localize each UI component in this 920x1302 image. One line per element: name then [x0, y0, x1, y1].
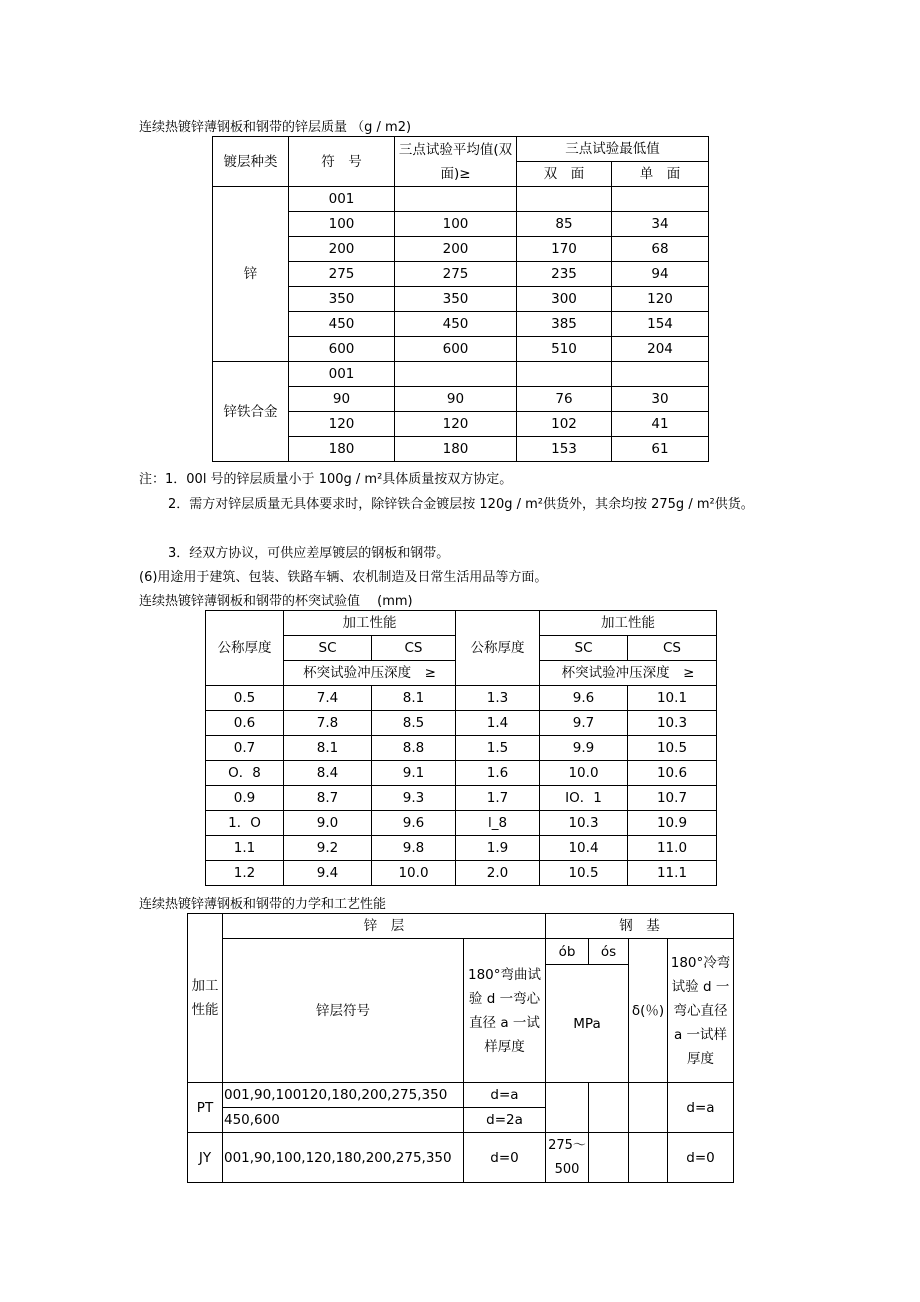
- table-cell: 10.1: [628, 686, 717, 711]
- table-cell: 7.4: [284, 686, 372, 711]
- table-cell: 9.2: [284, 836, 372, 861]
- jy-label: JY: [188, 1133, 223, 1183]
- pt-os: [589, 1083, 629, 1133]
- pt-symbols-1: 001,90,100120,180,200,275,350: [223, 1083, 464, 1108]
- table-cell: 10.9: [628, 811, 717, 836]
- table-row: [206, 761, 717, 786]
- table-row: [206, 811, 717, 836]
- table-cell: 200: [395, 237, 517, 262]
- header-cs-2: CS: [628, 636, 717, 661]
- jy-os: [589, 1133, 629, 1183]
- table-row: [206, 711, 717, 736]
- pt-label: PT: [188, 1083, 223, 1133]
- table-cell: 120: [395, 412, 517, 437]
- usage-paragraph: (6)用途用于建筑、包装、铁路车辆、农机制造及日常生活用品等方面。: [139, 570, 548, 585]
- header-cs: CS: [372, 636, 456, 661]
- table-cell: 100: [395, 212, 517, 237]
- table-cell: 600: [395, 337, 517, 362]
- table-cell: 450: [289, 312, 395, 337]
- table-cell: 1.2: [206, 861, 284, 886]
- table-cell: 275: [289, 262, 395, 287]
- pt-delta: [629, 1083, 668, 1133]
- table-cell: 9.7: [540, 711, 628, 736]
- table-cell: 9.3: [372, 786, 456, 811]
- table-cell: 10.5: [628, 736, 717, 761]
- table-row: [206, 686, 717, 711]
- table-cell: 350: [289, 287, 395, 312]
- header-zinc-symbol: 锌层符号: [223, 939, 464, 1083]
- table-cell: 2.0: [456, 861, 540, 886]
- table-cell: 200: [289, 237, 395, 262]
- table-cell: 0.7: [206, 736, 284, 761]
- table-cell: 10.3: [628, 711, 717, 736]
- table-cell: 300: [517, 287, 612, 312]
- table-cell: [612, 187, 709, 212]
- table-cell: 10.0: [540, 761, 628, 786]
- header-sc: SC: [284, 636, 372, 661]
- table-cell: 1.5: [456, 736, 540, 761]
- mechanical-properties-table: [187, 913, 734, 1183]
- table-cell: 9.0: [284, 811, 372, 836]
- table-cell: 120: [289, 412, 395, 437]
- table-cell: 153: [517, 437, 612, 462]
- header-three-point-minimum: 三点试验最低值: [517, 137, 709, 162]
- header-single-side: 单 面: [612, 162, 709, 187]
- header-steel-base: 钢 基: [546, 914, 734, 939]
- table-cell: O．8: [206, 761, 284, 786]
- table-cell: 10.7: [628, 786, 717, 811]
- table-cell: 11.1: [628, 861, 717, 886]
- table-cell: 8.1: [372, 686, 456, 711]
- table-cell: 8.4: [284, 761, 372, 786]
- table-cell: 385: [517, 312, 612, 337]
- table-cell: 154: [612, 312, 709, 337]
- table-row: [213, 362, 709, 387]
- table-cell: 100: [289, 212, 395, 237]
- table-cell: 9.9: [540, 736, 628, 761]
- table-cell: 1.7: [456, 786, 540, 811]
- table-cell: 1.6: [456, 761, 540, 786]
- header-ob: ób: [546, 939, 589, 965]
- jy-ob: 275～500: [546, 1133, 589, 1183]
- cupping-test-table: [205, 610, 717, 886]
- note-1: 注：1．00l 号的锌层质量小于 100g / m²具体质量按双方协定。: [139, 472, 513, 487]
- table-cell: 1.9: [456, 836, 540, 861]
- table-cell: 102: [517, 412, 612, 437]
- header-performance: 加工性能: [284, 611, 456, 636]
- table-row: [206, 786, 717, 811]
- header-performance: 加工性能: [188, 914, 223, 1083]
- table-cell: [395, 187, 517, 212]
- table-cell: 30: [612, 387, 709, 412]
- table-cell: 76: [517, 387, 612, 412]
- pt-symbols-2: 450,600: [223, 1108, 464, 1133]
- table-cell: 001: [289, 362, 395, 387]
- table-cell: [395, 362, 517, 387]
- note-3: 3．经双方协议，可供应差厚镀层的钢板和钢带。: [168, 546, 450, 561]
- table-cell: 68: [612, 237, 709, 262]
- table-cell: 1.3: [456, 686, 540, 711]
- table-cell: 10.5: [540, 861, 628, 886]
- table-cell: 10.4: [540, 836, 628, 861]
- table-cell: [517, 187, 612, 212]
- table-cell: 001: [289, 187, 395, 212]
- table-cell: 180: [395, 437, 517, 462]
- pt-bend-1: d=a: [464, 1083, 546, 1108]
- header-bend-test: 180°弯曲试验 d 一弯心直径 a 一试样厚度: [464, 939, 546, 1083]
- table-cell: 180: [289, 437, 395, 462]
- table1-title: 连续热镀锌薄钢板和钢带的锌层质量 （g / m2): [139, 120, 412, 135]
- table-cell: 8.1: [284, 736, 372, 761]
- table-cell: 8.5: [372, 711, 456, 736]
- table-cell: 204: [612, 337, 709, 362]
- header-double-side: 双 面: [517, 162, 612, 187]
- table-cell: l_8: [456, 811, 540, 836]
- jy-symbols: 001,90,100,120,180,200,275,350: [223, 1133, 464, 1183]
- table-cell: 90: [395, 387, 517, 412]
- header-zinc-layer: 锌 层: [223, 914, 546, 939]
- header-delta: δ(％): [629, 939, 668, 1083]
- table-cell: 450: [395, 312, 517, 337]
- table-cell: 0.6: [206, 711, 284, 736]
- table3-title: 连续热镀锌薄钢板和钢带的力学和工艺性能: [139, 897, 387, 912]
- pt-cold-bend: d=a: [668, 1083, 734, 1133]
- table-cell: 8.7: [284, 786, 372, 811]
- header-performance-2: 加工性能: [540, 611, 717, 636]
- table-cell: 9.4: [284, 861, 372, 886]
- pt-ob: [546, 1083, 589, 1133]
- table-row: [206, 836, 717, 861]
- jy-cold-bend: d=0: [668, 1133, 734, 1183]
- table-cell: 61: [612, 437, 709, 462]
- header-depth-2: 杯突试验冲压深度 ≥: [540, 661, 717, 686]
- table-cell: 85: [517, 212, 612, 237]
- table-cell: 1.1: [206, 836, 284, 861]
- table-row: [206, 736, 717, 761]
- header-sc-2: SC: [540, 636, 628, 661]
- header-three-point-average: 三点试验平均值(双面)≥: [395, 137, 517, 187]
- table-cell: 235: [517, 262, 612, 287]
- table-cell: 9.1: [372, 761, 456, 786]
- table-cell: 510: [517, 337, 612, 362]
- jy-bend: d=0: [464, 1133, 546, 1183]
- table-cell: 8.8: [372, 736, 456, 761]
- header-thickness: 公称厚度: [206, 611, 284, 686]
- table-cell: [517, 362, 612, 387]
- table-cell: 170: [517, 237, 612, 262]
- table-cell: 1．O: [206, 811, 284, 836]
- note-2: 2．需方对锌层质量无具体要求时，除锌铁合金镀层按 120g / m²供货外，其余均按 275g / m²供货。: [168, 497, 754, 512]
- table-cell: [612, 362, 709, 387]
- table-cell: 350: [395, 287, 517, 312]
- table-cell: 11.0: [628, 836, 717, 861]
- table-cell: 9.8: [372, 836, 456, 861]
- table-cell: 94: [612, 262, 709, 287]
- table-cell: 0.5: [206, 686, 284, 711]
- coating-group-cell: 锌: [213, 187, 289, 362]
- table-row: [206, 861, 717, 886]
- zinc-coating-mass-table: [212, 136, 709, 462]
- pt-bend-2: d=2a: [464, 1108, 546, 1133]
- table-cell: 1.4: [456, 711, 540, 736]
- table-cell: 600: [289, 337, 395, 362]
- table-cell: 9.6: [540, 686, 628, 711]
- header-cold-bend: 180°冷弯试验 d 一弯心直径 a 一试样厚度: [668, 939, 734, 1083]
- table-cell: 9.6: [372, 811, 456, 836]
- header-mpa: MPa: [546, 965, 629, 1083]
- header-depth: 杯突试验冲压深度 ≥: [284, 661, 456, 686]
- table-cell: 41: [612, 412, 709, 437]
- header-symbol: 符 号: [289, 137, 395, 187]
- table-cell: 10.3: [540, 811, 628, 836]
- table-cell: 34: [612, 212, 709, 237]
- jy-delta: [629, 1133, 668, 1183]
- table-row: [213, 187, 709, 212]
- table-cell: IO．1: [540, 786, 628, 811]
- table-cell: 120: [612, 287, 709, 312]
- table-cell: 10.0: [372, 861, 456, 886]
- table2-title: 连续热镀锌薄钢板和钢带的杯突试验值 (mm): [139, 594, 413, 609]
- header-thickness-2: 公称厚度: [456, 611, 540, 686]
- table-cell: 90: [289, 387, 395, 412]
- table-cell: 10.6: [628, 761, 717, 786]
- table-cell: 7.8: [284, 711, 372, 736]
- header-coating-type: 镀层种类: [213, 137, 289, 187]
- table-cell: 275: [395, 262, 517, 287]
- coating-group-cell: 锌铁合金: [213, 362, 289, 462]
- table-cell: 0.9: [206, 786, 284, 811]
- header-os: ós: [589, 939, 629, 965]
